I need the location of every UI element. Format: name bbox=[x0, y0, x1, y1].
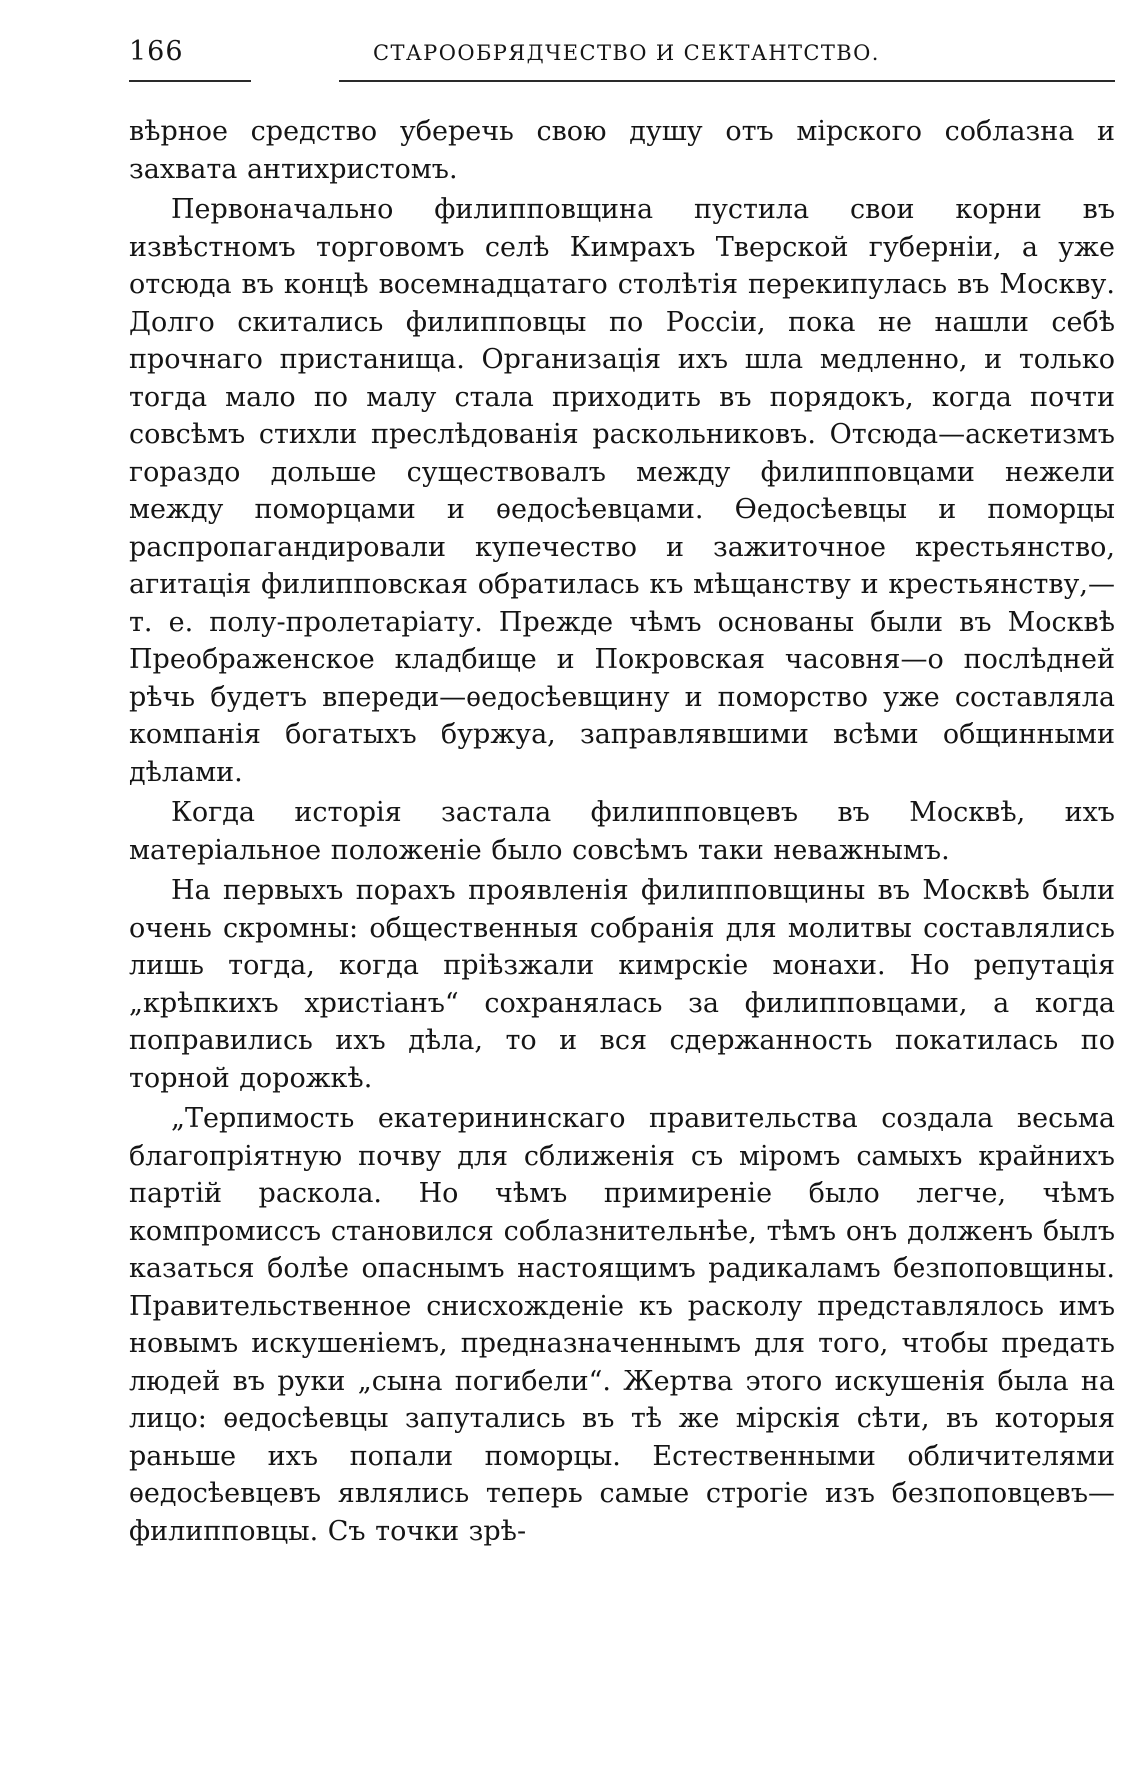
paragraph-continuation: вѣрное средство уберечь свою душу отъ мірского соблазна и захвата антихристомъ. bbox=[129, 116, 1115, 185]
running-title: СТАРООБРЯДЧЕСТВО И СЕКТАНТСТВО. bbox=[373, 41, 880, 65]
paragraph: „Терпимость екатерининскаго правительства создала весьма благопріятную почву для сближенія съ міромъ самыхъ крайнихъ партій раскола. Но чѣмъ примиреніе было легче, чѣмъ компромиссъ становился соблазнительнѣе, тѣмъ онъ долженъ былъ казаться болѣе опаснымъ настоящимъ радикаламъ безпоповщины. Правительственное снисхожденіе къ расколу представлялось имъ новымъ искушеніемъ, предназначеннымъ для того, чтобы предать людей въ руки „сына погибели“. Жертва этого искушенія была на лицо: ѳедосѣевцы запутались въ тѣ же мірскія сѣти, въ которыя раньше ихъ попали поморцы. Естественными обличителями ѳедосѣевцевъ являлись теперь самые строгіе изъ безпоповцевъ—филипповцы. Съ точки зрѣ- bbox=[129, 1103, 1115, 1547]
page-number: 166 bbox=[129, 36, 184, 67]
paragraph: Первоначально филипповщина пустила свои корни въ извѣстномъ торговомъ селѣ Кимрахъ Тверской губерніи, а уже отсюда въ концѣ восемнадцатаго столѣтія перекипулась въ Москву. Долго скитались филипповцы по Россіи, пока не нашли себѣ прочнаго пристанища. Организація ихъ шла медленно, и только тогда мало по малу стала приходить въ порядокъ, когда почти совсѣмъ стихли преслѣдованія раскольниковъ. Отсюда—аскетизмъ гораздо дольше существовалъ между филипповцами нежели между поморцами и ѳедосѣевцами. Ѳедосѣевцы и поморцы распропагандировали купечество и зажиточное крестьянство, агитація филипповская обратилась къ мѣщанству и крестьянству,—т. е. полу-пролетаріату. Прежде чѣмъ основаны были въ Москвѣ Преображенское кладбище и Покровская часовня—о послѣдней рѣчь будетъ впереди—ѳедосѣевщину и поморство уже составляла компанія богатыхъ буржуа, заправлявшими всѣми общинными дѣлами. bbox=[129, 194, 1115, 788]
body-text bbox=[129, 113, 1115, 1550]
running-head bbox=[129, 36, 1115, 86]
paragraph: Когда исторія застала филипповцевъ въ Москвѣ, ихъ матеріальное положеніе было совсѣмъ таки неважнымъ. bbox=[129, 797, 1115, 866]
paragraph: На первыхъ порахъ проявленія филипповщины въ Москвѣ были очень скромны: общественныя собранія для молитвы составлялись лишь тогда, когда пріѣзжали кимрскіе монахи. Но репутація „крѣпкихъ христіанъ“ сохранялась за филипповцами, а когда поправились ихъ дѣла, то и вся сдержанность покатилась по торной дорожкѣ. bbox=[129, 875, 1115, 1094]
header-rule-left bbox=[129, 80, 251, 82]
header-rule-right bbox=[339, 80, 1115, 82]
